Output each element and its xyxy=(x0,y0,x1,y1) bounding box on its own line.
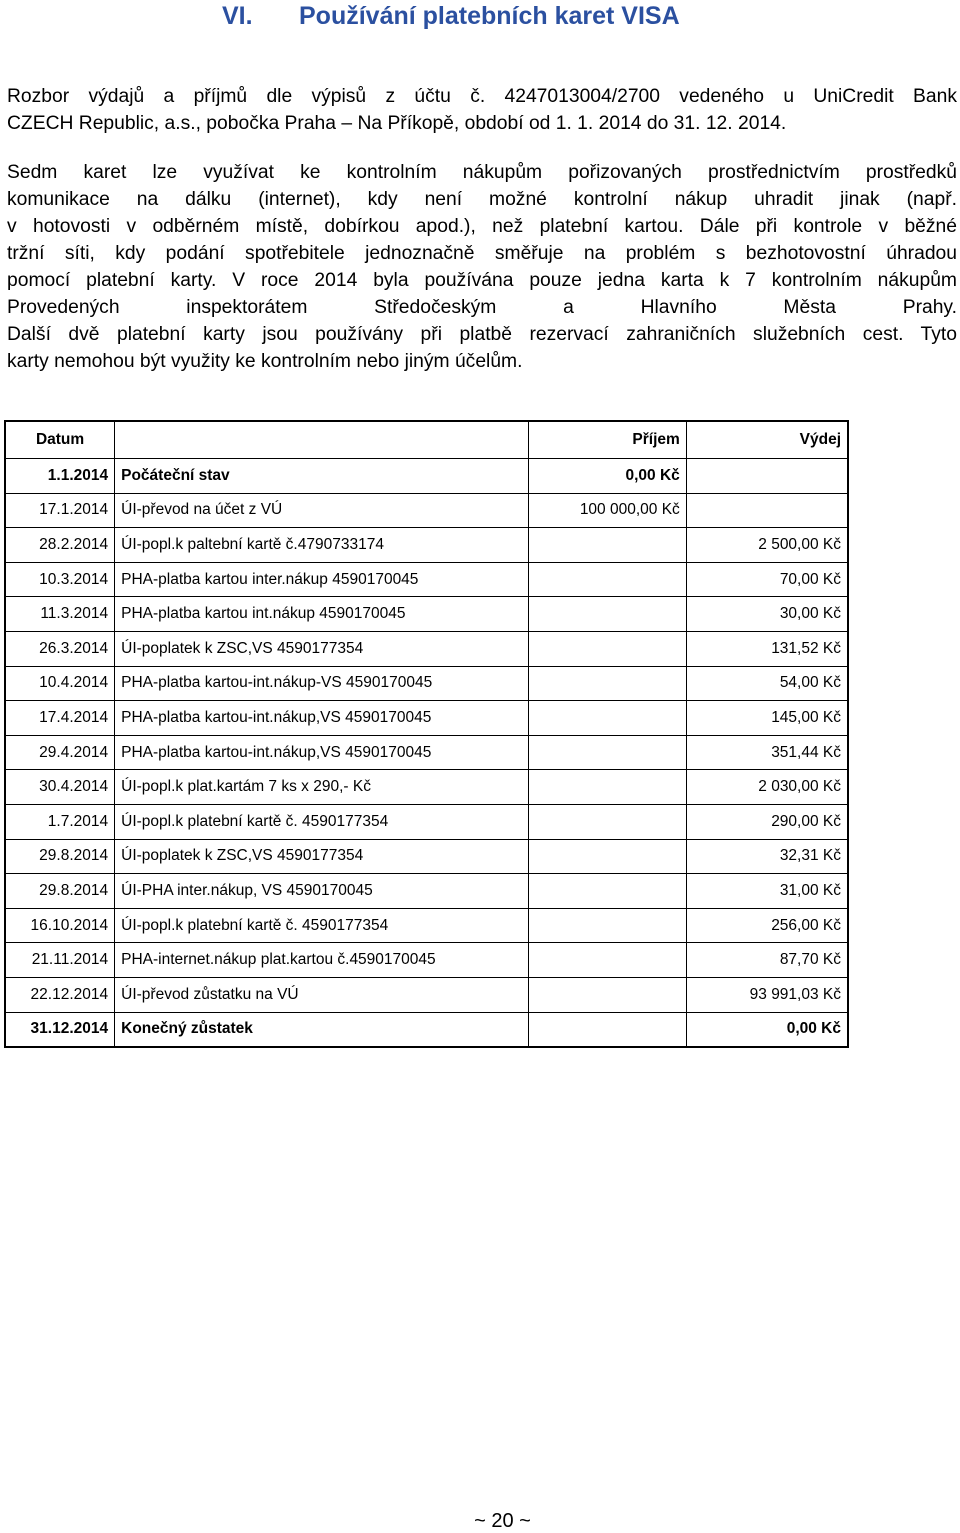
cell-description: PHA-platba kartou int.nákup 4590170045 xyxy=(115,597,528,632)
cell-date: 29.4.2014 xyxy=(5,735,115,770)
table-row xyxy=(5,493,848,528)
cell-income xyxy=(528,770,686,805)
cell-description: Počáteční stav xyxy=(115,459,528,494)
table-row xyxy=(5,666,848,701)
cell-date: 22.12.2014 xyxy=(5,977,115,1012)
table-row xyxy=(5,908,848,943)
cell-expense: 32,31 Kč xyxy=(686,839,848,874)
cell-description: ÚI-popl.k plat.kartám 7 ks x 290,- Kč xyxy=(115,770,528,805)
page-number xyxy=(0,1509,960,1533)
table-row xyxy=(5,1012,848,1047)
cell-income xyxy=(528,701,686,736)
cell-expense: 31,00 Kč xyxy=(686,874,848,909)
section-title: Používání platebních karet VISA xyxy=(299,2,680,30)
table-row xyxy=(5,597,848,632)
cell-expense: 87,70 Kč xyxy=(686,943,848,978)
cell-date: 10.3.2014 xyxy=(5,562,115,597)
section-heading xyxy=(222,0,680,32)
cell-description: ÚI-poplatek k ZSC,VS 4590177354 xyxy=(115,631,528,666)
cell-description: ÚI-převod na účet z VÚ xyxy=(115,493,528,528)
cell-income: 100 000,00 Kč xyxy=(528,493,686,528)
section-number: VI. xyxy=(222,2,253,30)
intro-paragraph xyxy=(7,83,957,137)
cell-income xyxy=(528,528,686,563)
header-description xyxy=(115,421,528,459)
cell-income xyxy=(528,977,686,1012)
cell-date: 29.8.2014 xyxy=(5,874,115,909)
cell-income xyxy=(528,908,686,943)
cell-description: PHA-internet.nákup plat.kartou č.4590170045 xyxy=(115,943,528,978)
cell-expense: 0,00 Kč xyxy=(686,1012,848,1047)
cell-description: PHA-platba kartou-int.nákup-VS 4590170045 xyxy=(115,666,528,701)
cell-expense: 351,44 Kč xyxy=(686,735,848,770)
cell-description: ÚI-převod zůstatku na VÚ xyxy=(115,977,528,1012)
cell-description: ÚI-popl.k paltební kartě č.4790733174 xyxy=(115,528,528,563)
cell-income xyxy=(528,874,686,909)
body-line: v hotovosti v odběrném místě, dobírkou apod.), než platební kartou. Dále při kontrole v běžné xyxy=(7,216,957,237)
cell-income xyxy=(528,562,686,597)
body-line: Sedm karet lze využívat ke kontrolním nákupům pořizovaných prostřednictvím prostředků xyxy=(7,162,957,183)
cell-date: 21.11.2014 xyxy=(5,943,115,978)
card-transactions-table xyxy=(4,420,849,1048)
cell-date: 30.4.2014 xyxy=(5,770,115,805)
table-header-row xyxy=(5,421,848,459)
cell-date: 28.2.2014 xyxy=(5,528,115,563)
header-expense: Výdej xyxy=(686,421,848,459)
cell-date: 1.7.2014 xyxy=(5,804,115,839)
cell-income xyxy=(528,666,686,701)
cell-expense: 2 500,00 Kč xyxy=(686,528,848,563)
table-row xyxy=(5,631,848,666)
cell-description: PHA-platba kartou-int.nákup,VS 4590170045 xyxy=(115,735,528,770)
cell-description: ÚI-popl.k platební kartě č. 4590177354 xyxy=(115,908,528,943)
cell-income: 0,00 Kč xyxy=(528,459,686,494)
cell-date: 10.4.2014 xyxy=(5,666,115,701)
cell-expense: 2 030,00 Kč xyxy=(686,770,848,805)
cell-expense xyxy=(686,493,848,528)
table-row xyxy=(5,804,848,839)
intro-line: CZECH Republic, a.s., pobočka Praha – Na Příkopě, období od 1. 1. 2014 do 31. 12. 2014. xyxy=(7,113,787,134)
body-paragraph xyxy=(7,159,957,375)
cell-income xyxy=(528,597,686,632)
cell-date: 31.12.2014 xyxy=(5,1012,115,1047)
table-row xyxy=(5,562,848,597)
cell-income xyxy=(528,943,686,978)
page-number-text: ~ 20 ~ xyxy=(474,1510,531,1532)
cell-date: 29.8.2014 xyxy=(5,839,115,874)
header-income: Příjem xyxy=(528,421,686,459)
cell-description: PHA-platba kartou inter.nákup 4590170045 xyxy=(115,562,528,597)
cell-expense xyxy=(686,459,848,494)
cell-income xyxy=(528,735,686,770)
table-row xyxy=(5,735,848,770)
cell-income xyxy=(528,1012,686,1047)
cell-description: Konečný zůstatek xyxy=(115,1012,528,1047)
cell-expense: 290,00 Kč xyxy=(686,804,848,839)
cell-expense: 54,00 Kč xyxy=(686,666,848,701)
table-row xyxy=(5,943,848,978)
cell-date: 11.3.2014 xyxy=(5,597,115,632)
cell-expense: 93 991,03 Kč xyxy=(686,977,848,1012)
table-row xyxy=(5,701,848,736)
cell-description: ÚI-PHA inter.nákup, VS 4590170045 xyxy=(115,874,528,909)
table-row xyxy=(5,977,848,1012)
cell-expense: 30,00 Kč xyxy=(686,597,848,632)
body-line: tržní síti, kdy podání spotřebitele jednoznačně směřuje na problém s bezhotovostní úhradou xyxy=(7,243,957,264)
cell-date: 1.1.2014 xyxy=(5,459,115,494)
cell-date: 16.10.2014 xyxy=(5,908,115,943)
body-line: pomocí platební karty. V roce 2014 byla používána pouze jedna karta k 7 kontrolním nákupům xyxy=(7,270,957,291)
cell-description: PHA-platba kartou-int.nákup,VS 4590170045 xyxy=(115,701,528,736)
table-row xyxy=(5,770,848,805)
cell-income xyxy=(528,804,686,839)
cell-description: ÚI-poplatek k ZSC,VS 4590177354 xyxy=(115,839,528,874)
table-row xyxy=(5,528,848,563)
cell-income xyxy=(528,631,686,666)
table-row xyxy=(5,459,848,494)
cell-date: 26.3.2014 xyxy=(5,631,115,666)
body-line: Další dvě platební karty jsou používány při platbě rezervací zahraničních služebních cest. Tyto xyxy=(7,324,957,345)
body-line: Provedených inspektorátem Středočeským a Hlavního Města Prahy. xyxy=(7,297,957,318)
table-row xyxy=(5,839,848,874)
cell-description: ÚI-popl.k platební kartě č. 4590177354 xyxy=(115,804,528,839)
cell-income xyxy=(528,839,686,874)
cell-expense: 131,52 Kč xyxy=(686,631,848,666)
body-line: komunikace na dálku (internet), kdy není možné kontrolní nákup uhradit jinak (např. xyxy=(7,189,957,210)
body-line: karty nemohou být využity ke kontrolním nebo jiným účelům. xyxy=(7,351,523,372)
cell-date: 17.1.2014 xyxy=(5,493,115,528)
cell-expense: 70,00 Kč xyxy=(686,562,848,597)
header-date: Datum xyxy=(5,421,115,459)
table-row xyxy=(5,874,848,909)
cell-date: 17.4.2014 xyxy=(5,701,115,736)
cell-expense: 256,00 Kč xyxy=(686,908,848,943)
intro-line: Rozbor výdajů a příjmů dle výpisů z účtu č. 4247013004/2700 vedeného u UniCredit Bank xyxy=(7,86,957,107)
cell-expense: 145,00 Kč xyxy=(686,701,848,736)
